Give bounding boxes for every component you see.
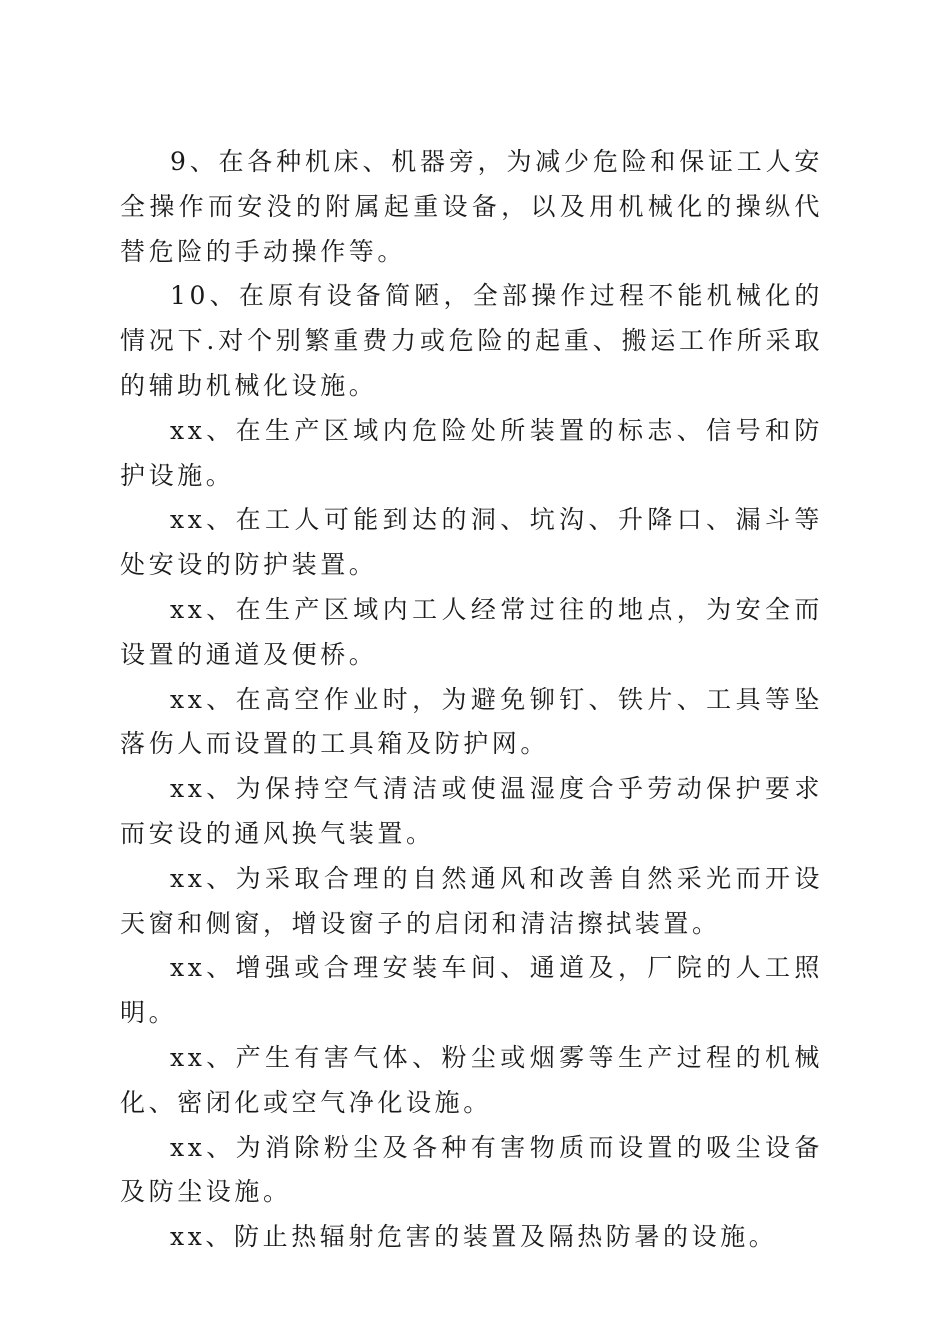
- paragraph-walkways-bridges: xx、在生产区域内工人经常过往的地点，为安全而设置的通道及便桥。: [120, 594, 823, 669]
- paragraph-ventilation: xx、为保持空气清洁或使温湿度合乎劳动保护要求而安设的通风换气装置。: [120, 774, 823, 848]
- paragraph-warning-signs: xx、在生产区域内危险处所装置的标志、信号和防护设施。: [120, 415, 823, 490]
- document-body: [120, 140, 823, 1260]
- paragraph-item-9: 9、在各种机床、机器旁，为减少危险和保证工人安全操作而安没的附属起重设备，以及用机械化的操纵代替危险的手动操作等。: [120, 147, 823, 266]
- paragraph-protective-devices: xx、在工人可能到达的洞、坑沟、升降口、漏斗等处安设的防护装置。: [120, 505, 823, 580]
- paragraph-gas-dust-sealing: xx、产生有害气体、粉尘或烟雾等生产过程的机械化、密闭化或空气净化设施。: [120, 1042, 823, 1117]
- paragraph-dust-removal: xx、为消除粉尘及各种有害物质而设置的吸尘设备及防尘设施。: [120, 1132, 823, 1207]
- paragraph-lighting: xx、增强或合理安装车间、通道及，厂院的人工照明。: [120, 953, 823, 1028]
- paragraph-item-10: 10、在原有设备简陋，全部操作过程不能机械化的情况下.对个别繁重费力或危险的起重、搬运工作所采取的辅助机械化设施。: [120, 281, 823, 400]
- paragraph-skylights-windows: xx、为采取合理的自然通风和改善自然采光而开设天窗和侧窗，增设窗子的启闭和清洁擦拭装置。: [120, 863, 823, 938]
- paragraph-heat-protection: xx、防止热辐射危害的装置及隔热防暑的设施。: [170, 1222, 778, 1252]
- paragraph-tool-boxes-nets: xx、在高空作业时，为避免铆钉、铁片、工具等坠落伤人而设置的工具箱及防护网。: [120, 684, 823, 759]
